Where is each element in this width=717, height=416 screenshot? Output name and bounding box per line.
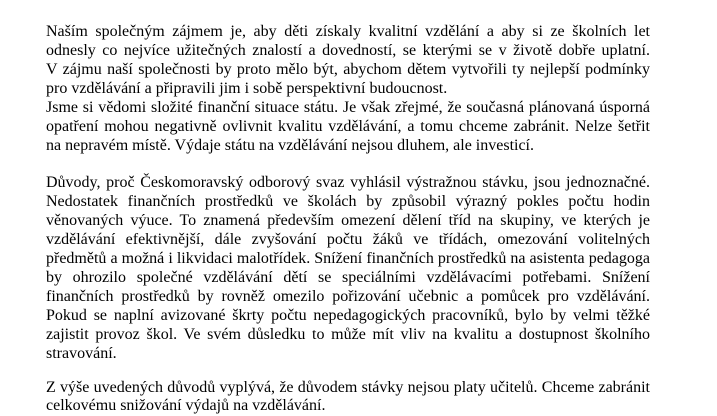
text-line: odnesly co nejvíce užitečných znalostí a dovedností, se kterými se v životě dobře uplatní.: [46, 42, 650, 59]
text-line: Jsme si vědomi složité finanční situace státu. Je však zřejmé, že současná plánovaná úsporná: [46, 99, 650, 116]
text-line: zajistit provoz škol. Ve svém důsledku to může mít vliv na kvalitu a dostupnost školního: [46, 326, 650, 343]
text-line: Důvody, proč Českomoravský odborový svaz vyhlásil výstražnou stávku, jsou jednoznačné.: [46, 174, 650, 191]
text-line: věnovaných výuce. To znamená především omezení dělení tříd na skupiny, ve kterých je: [46, 212, 650, 229]
text-line: finančních prostředků by rovněž omezilo pořizování učebnic a pomůcek pro vzdělávání.: [46, 288, 650, 305]
text-line: na nepravém místě. Výdaje státu na vzdělávání nejsou dluhem, ale investicí.: [46, 137, 534, 154]
text-line: Pokud se naplní avizované škrty počtu nepedagogických pracovníků, bylo by velmi těžké: [46, 307, 650, 324]
text-line: předmětů a možná i likvidaci malotřídek. Snížení finančních prostředků na asistenta pedagoga: [46, 250, 650, 267]
text-line: by ohrozilo společné vzdělávání dětí se speciálními vzdělávacími potřebami. Snížení: [46, 269, 650, 286]
text-line: stravování.: [46, 345, 117, 362]
text-line: vzdělávání efektivnější, dále zvyšování počtu žáků ve třídách, omezování volitelných: [46, 231, 650, 248]
text-line: pro vzdělávání a připravili jim i sobě perspektivní budoucnost.: [46, 80, 448, 97]
text-line: opatření mohou negativně ovlivnit kvalitu vzdělávání, a tomu chceme zabránit. Nelze šetřit: [46, 118, 650, 135]
text-line: celkovému snižování výdajů na vzdělávání.: [46, 397, 326, 414]
text-line: V zájmu naší společnosti by proto mělo být, abychom dětem vytvořili ty nejlepší podmínky: [46, 61, 650, 78]
text-line: Z výše uvedených důvodů vyplývá, že důvodem stávky nejsou platy učitelů. Chceme zabránit: [46, 379, 650, 396]
text-line: Nedostatek finančních prostředků ve školách by způsobil výrazný pokles počtu hodin: [46, 193, 650, 210]
text-line: Naším společným zájmem je, aby děti získaly kvalitní vzdělání a aby si ze školních let: [46, 23, 650, 40]
